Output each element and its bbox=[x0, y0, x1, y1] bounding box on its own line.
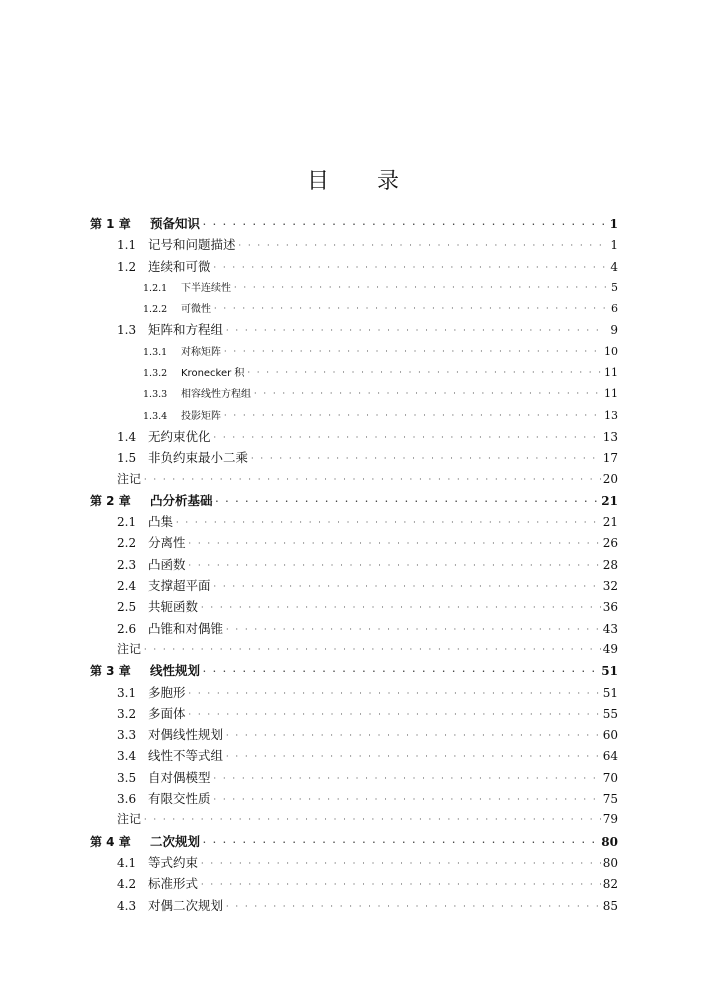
dot-leader bbox=[226, 320, 606, 341]
dot-leader bbox=[254, 383, 602, 404]
toc-entry-section[interactable] bbox=[90, 447, 618, 468]
toc-page-number: 20 bbox=[602, 471, 618, 486]
dot-leader bbox=[189, 683, 601, 704]
dot-leader bbox=[176, 512, 601, 533]
toc-number: 2.3 bbox=[117, 557, 137, 572]
toc-page-number: 26 bbox=[602, 536, 618, 551]
toc-entry-section[interactable] bbox=[90, 895, 618, 916]
dot-leader bbox=[189, 555, 601, 576]
toc-number: 第 4 章 bbox=[90, 834, 131, 849]
toc-entry-sub[interactable] bbox=[90, 362, 618, 383]
toc-number: 2.6 bbox=[117, 621, 137, 636]
dot-leader bbox=[201, 597, 601, 618]
toc-number: 4.2 bbox=[117, 877, 137, 892]
toc-number: 1.4 bbox=[117, 429, 137, 444]
toc-title: 自对偶模型 bbox=[148, 769, 211, 785]
toc-number: 2.1 bbox=[117, 515, 137, 530]
title-char-left: 目 bbox=[306, 169, 329, 194]
dot-leader bbox=[247, 362, 602, 383]
toc-title: 线性不等式组 bbox=[148, 748, 224, 764]
toc-entry-sub[interactable] bbox=[90, 298, 618, 319]
toc-number: 1.3.3 bbox=[143, 389, 168, 401]
toc-entry-chapter[interactable] bbox=[90, 831, 618, 852]
dot-leader bbox=[201, 874, 601, 895]
toc-number: 第 2 章 bbox=[90, 493, 131, 508]
dot-leader bbox=[216, 491, 600, 512]
toc-page-number: 28 bbox=[602, 557, 618, 572]
toc-number: 1.2 bbox=[117, 259, 137, 274]
toc-page-number: 55 bbox=[602, 706, 618, 721]
toc-number: 3.4 bbox=[117, 749, 137, 764]
toc-entry-sub[interactable] bbox=[90, 341, 618, 362]
toc-number: 2.5 bbox=[117, 600, 137, 615]
toc-title: 下半连续性 bbox=[181, 282, 231, 294]
toc-title: 连续和可微 bbox=[148, 258, 211, 274]
toc-title: 投影矩阵 bbox=[181, 410, 221, 422]
toc-entry-section[interactable] bbox=[90, 596, 618, 617]
toc-number: 1.3 bbox=[117, 323, 137, 338]
dot-leader bbox=[214, 298, 606, 319]
dot-leader bbox=[239, 235, 606, 256]
toc-number: 1.3.4 bbox=[143, 410, 168, 422]
toc-page-number: 85 bbox=[602, 898, 618, 913]
toc-title: 线性规划 bbox=[150, 663, 201, 679]
toc-entry-section[interactable] bbox=[90, 532, 618, 553]
dot-leader bbox=[226, 746, 601, 767]
toc-entry-section[interactable] bbox=[90, 873, 618, 894]
toc-entry-section[interactable] bbox=[90, 745, 618, 766]
toc-entry-section[interactable] bbox=[90, 788, 618, 809]
toc-title: 分离性 bbox=[148, 535, 186, 551]
toc-page-number: 80 bbox=[602, 855, 618, 870]
toc-page-number: 51 bbox=[602, 685, 618, 700]
toc-entry-notes[interactable] bbox=[90, 639, 618, 660]
toc-page-number: 64 bbox=[602, 749, 618, 764]
dot-leader bbox=[189, 533, 601, 554]
toc-title: 多胞形 bbox=[148, 684, 186, 700]
toc-number: 2.4 bbox=[117, 579, 137, 594]
toc-number: 1.2.2 bbox=[143, 304, 168, 316]
dot-leader bbox=[144, 809, 601, 830]
dot-leader bbox=[224, 341, 602, 362]
toc-title: 矩阵和方程组 bbox=[148, 322, 224, 338]
dot-leader bbox=[201, 853, 601, 874]
toc-title: 凸锥和对偶锥 bbox=[148, 620, 224, 636]
table-of-contents bbox=[90, 213, 618, 916]
toc-page-number: 49 bbox=[602, 641, 618, 656]
toc-entry-notes[interactable] bbox=[90, 809, 618, 830]
toc-number: 3.2 bbox=[117, 706, 137, 721]
toc-page-number: 82 bbox=[602, 877, 618, 892]
toc-page-number: 75 bbox=[602, 792, 618, 807]
toc-entry-section[interactable] bbox=[90, 767, 618, 788]
toc-number: 3.6 bbox=[117, 792, 137, 807]
toc-page-number: 79 bbox=[602, 812, 618, 827]
toc-number: 1.2.1 bbox=[143, 282, 168, 294]
toc-title: Kronecker 积 bbox=[181, 368, 245, 380]
dot-leader bbox=[144, 469, 601, 490]
toc-entry-section[interactable] bbox=[90, 256, 618, 277]
toc-entry-sub[interactable] bbox=[90, 383, 618, 404]
dot-leader bbox=[214, 789, 601, 810]
toc-number: 2.2 bbox=[117, 536, 137, 551]
toc-page-number: 1 bbox=[610, 238, 618, 253]
toc-page-number: 6 bbox=[611, 302, 618, 316]
dot-leader bbox=[203, 832, 599, 853]
toc-number: 第 3 章 bbox=[90, 664, 131, 679]
toc-entry-section[interactable] bbox=[90, 554, 618, 575]
toc-page-number: 80 bbox=[601, 834, 618, 849]
toc-title: 标准形式 bbox=[148, 876, 199, 892]
dot-leader bbox=[224, 405, 602, 426]
toc-page-number: 11 bbox=[604, 387, 618, 401]
toc-title: 预备知识 bbox=[150, 216, 201, 231]
toc-page-number: 4 bbox=[610, 259, 618, 274]
toc-title: 多面体 bbox=[148, 705, 186, 721]
toc-number: 4.3 bbox=[117, 898, 137, 913]
toc-title: 相容线性方程组 bbox=[181, 389, 251, 401]
toc-page-number: 43 bbox=[602, 621, 618, 636]
toc-title: 注记 bbox=[117, 812, 142, 827]
dot-leader bbox=[214, 427, 601, 448]
toc-number: 3.1 bbox=[117, 685, 137, 700]
toc-title: 注记 bbox=[117, 641, 142, 656]
dot-leader bbox=[203, 661, 599, 682]
toc-page-number: 5 bbox=[611, 280, 618, 294]
page-title bbox=[0, 164, 706, 195]
toc-page-number: 17 bbox=[602, 451, 618, 466]
toc-title: 二次规划 bbox=[150, 833, 201, 849]
dot-leader bbox=[144, 639, 601, 660]
toc-entry-chapter[interactable] bbox=[90, 660, 618, 681]
toc-title: 凸函数 bbox=[148, 556, 186, 572]
toc-number: 4.1 bbox=[117, 855, 137, 870]
toc-page-number: 21 bbox=[602, 515, 618, 530]
toc-page-number: 60 bbox=[602, 728, 618, 743]
toc-entry-notes[interactable] bbox=[90, 469, 618, 490]
toc-entry-section[interactable] bbox=[90, 703, 618, 724]
toc-title: 非负约束最小二乘 bbox=[148, 450, 249, 466]
dot-leader bbox=[214, 768, 601, 789]
toc-number: 3.3 bbox=[117, 728, 137, 743]
toc-title: 对偶二次规划 bbox=[148, 897, 224, 913]
dot-leader bbox=[251, 448, 601, 469]
toc-page-number: 36 bbox=[602, 600, 618, 615]
toc-number: 3.5 bbox=[117, 770, 137, 785]
toc-title: 凸分析基础 bbox=[150, 492, 213, 508]
toc-title: 注记 bbox=[117, 471, 142, 486]
title-char-right: 录 bbox=[377, 169, 400, 194]
toc-entry-sub[interactable] bbox=[90, 277, 618, 298]
dot-leader bbox=[226, 619, 601, 640]
dot-leader bbox=[214, 257, 606, 278]
toc-entry-section[interactable] bbox=[90, 724, 618, 745]
toc-title: 记号和问题描述 bbox=[148, 237, 236, 253]
dot-leader bbox=[234, 277, 606, 298]
toc-page-number: 70 bbox=[602, 770, 618, 785]
toc-entry-section[interactable] bbox=[90, 575, 618, 596]
toc-title: 有限交性质 bbox=[148, 791, 211, 807]
toc-page-number: 9 bbox=[610, 323, 618, 338]
toc-number: 1.1 bbox=[117, 238, 137, 253]
toc-entry-chapter[interactable] bbox=[90, 490, 618, 511]
toc-title: 支撑超平面 bbox=[148, 578, 211, 594]
toc-entry-section[interactable] bbox=[90, 511, 618, 532]
toc-title: 对称矩阵 bbox=[181, 346, 221, 358]
toc-page-number: 13 bbox=[604, 408, 618, 422]
toc-page-number: 10 bbox=[604, 344, 618, 358]
toc-entry-chapter[interactable] bbox=[90, 213, 618, 234]
toc-title: 对偶线性规划 bbox=[148, 727, 224, 743]
toc-entry-section[interactable] bbox=[90, 618, 618, 639]
dot-leader bbox=[214, 576, 601, 597]
toc-title: 等式约束 bbox=[148, 854, 199, 870]
toc-page-number: 13 bbox=[602, 429, 618, 444]
toc-title: 共轭函数 bbox=[148, 599, 199, 615]
toc-page-number: 32 bbox=[602, 579, 618, 594]
toc-number: 1.5 bbox=[117, 451, 137, 466]
toc-entry-section[interactable] bbox=[90, 852, 618, 873]
toc-page-number: 11 bbox=[604, 366, 618, 380]
toc-page-number: 21 bbox=[601, 493, 618, 508]
dot-leader bbox=[226, 896, 601, 917]
toc-entry-section[interactable] bbox=[90, 319, 618, 340]
toc-number: 1.3.2 bbox=[143, 368, 168, 380]
dot-leader bbox=[226, 725, 601, 746]
toc-entry-section[interactable] bbox=[90, 682, 618, 703]
toc-entry-section[interactable] bbox=[90, 234, 618, 255]
toc-number: 1.3.1 bbox=[143, 346, 168, 358]
dot-leader bbox=[189, 704, 601, 725]
toc-entry-sub[interactable] bbox=[90, 405, 618, 426]
toc-title: 无约束优化 bbox=[148, 428, 211, 444]
toc-entry-section[interactable] bbox=[90, 426, 618, 447]
toc-page-number: 51 bbox=[601, 664, 618, 679]
toc-title: 可微性 bbox=[181, 304, 211, 316]
dot-leader bbox=[203, 214, 606, 235]
toc-page-number: 1 bbox=[609, 217, 618, 231]
toc-number: 第 1 章 bbox=[90, 217, 131, 231]
toc-title: 凸集 bbox=[148, 514, 174, 530]
